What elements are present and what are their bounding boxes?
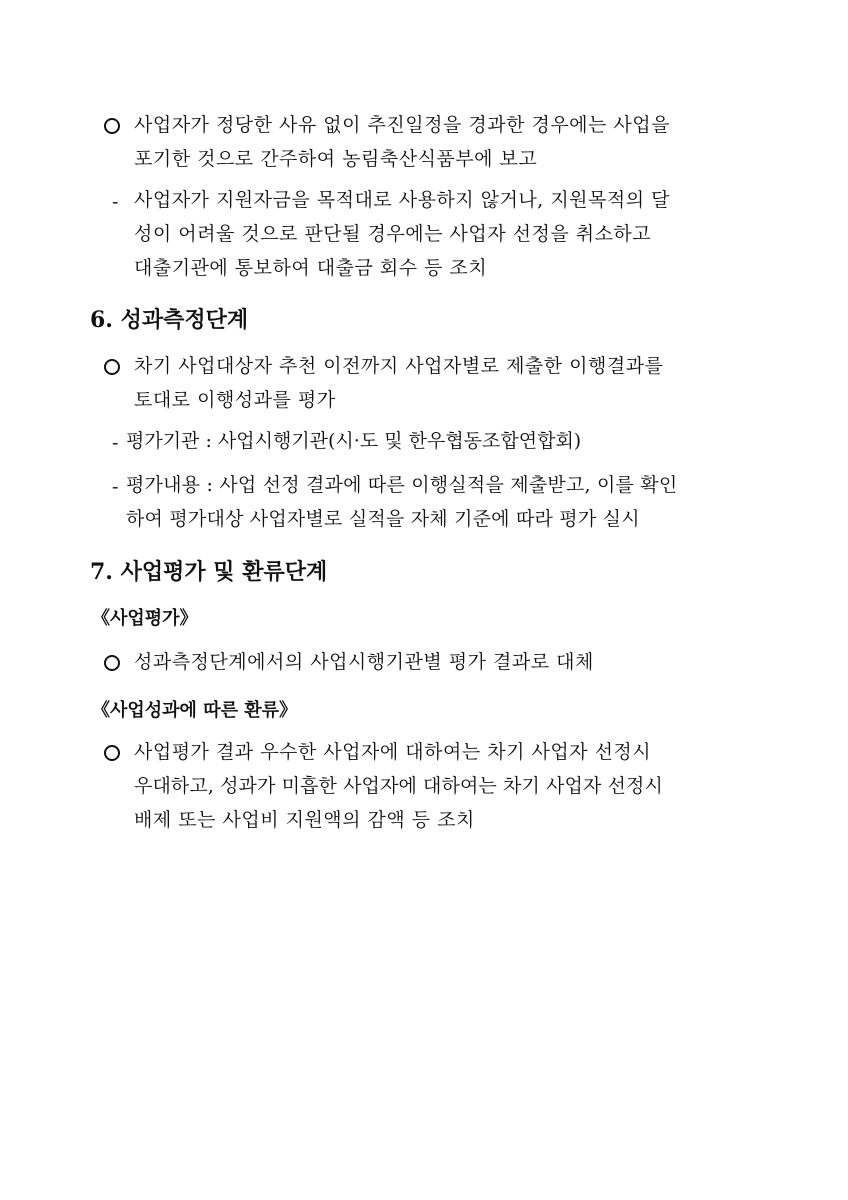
paragraph-line: 사업자가 정당한 사유 없이 추진일정을 경과한 경우에는 사업을: [134, 114, 670, 136]
paragraph-line: 배제 또는 사업비 지원액의 감액 등 조치: [134, 809, 475, 831]
hollow-circle-bullet-icon: [104, 655, 120, 671]
paragraph-line: 평가내용 : 사업 선정 결과에 따른 이행실적을 제출받고, 이를 확인: [126, 474, 678, 496]
paragraph-line: 토대로 이행성과를 평가: [134, 389, 336, 411]
dash-marker: -: [112, 191, 119, 213]
paragraph-line: 차기 사업대상자 추천 이전까지 사업자별로 제출한 이행결과를: [134, 355, 664, 377]
dash-marker: -: [112, 476, 119, 498]
paragraph-line: 사업평가 결과 우수한 사업자에 대하여는 차기 사업자 선정시: [134, 741, 652, 763]
paragraph-line: 성과측정단계에서의 사업시행기관별 평가 결과로 대체: [134, 651, 594, 673]
subsection-title: 《사업평가》: [92, 608, 198, 629]
paragraph-line: 대출기관에 통보하여 대출금 회수 등 조치: [134, 257, 488, 279]
dash-marker: -: [112, 432, 119, 454]
paragraph-line: 포기한 것으로 간주하여 농림축산식품부에 보고: [134, 148, 538, 170]
hollow-circle-bullet-icon: [104, 118, 120, 134]
paragraph-line: 성이 어려울 것으로 판단될 경우에는 사업자 선정을 취소하고: [134, 223, 652, 245]
paragraph-line: 사업자가 지원자금을 목적대로 사용하지 않거나, 지원목적의 달: [134, 189, 670, 211]
hollow-circle-bullet-icon: [104, 745, 120, 761]
section-6-heading: 6. 성과측정단계: [90, 307, 249, 333]
hollow-circle-bullet-icon: [104, 359, 120, 375]
section-7-heading: 7. 사업평가 및 환류단계: [90, 559, 328, 585]
subsection-title: 《사업성과에 따른 환류》: [92, 700, 298, 721]
paragraph-line: 하여 평가대상 사업자별로 실적을 자체 기준에 따라 평가 실시: [126, 508, 640, 530]
paragraph-line: 우대하고, 성과가 미흡한 사업자에 대하여는 차기 사업자 선정시: [134, 775, 663, 797]
paragraph-line: 평가기관 : 사업시행기관(시·도 및 한우협동조합연합회): [126, 430, 582, 452]
